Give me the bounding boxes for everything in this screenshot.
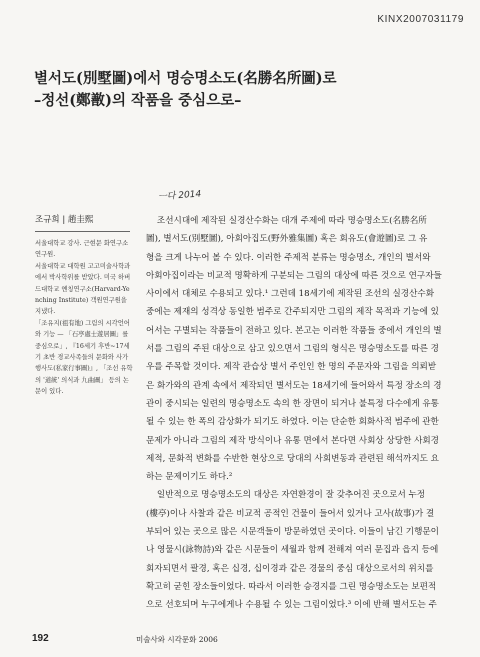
body-line: 회자되면서 팔경, 혹은 십경, 십이경과 같은 경물의 중심 대상으로서의 위치를 (146, 563, 434, 574)
body-line: 하는 문제이기도 하다.² (146, 472, 233, 483)
body-line: 사이에서 대체로 수용되고 있다.¹ 그런데 18세기에 제작된 조선의 실경산수화 (146, 289, 435, 300)
body-line: 서를 그림의 주된 대상으로 삼고 있으면서 그림의 형식은 명승명소도를 따른 경 (146, 344, 439, 355)
page-number: 192 (32, 633, 49, 644)
body-line: 제적, 문화적 변화를 수반한 현상으로 당대의 사회변동과 관련된 해석까지도 요 (146, 453, 439, 464)
body-line: 문제가 아니라 그림의 제작 방식이나 유통 면에서 본다면 사회상 상당한 사회경 (146, 435, 439, 446)
page-footer (32, 633, 452, 644)
body-line: 조선시대에 제작된 실경산수화는 대개 주제에 따라 명승명소도(名勝名所 (146, 216, 427, 226)
body-line: 어서는 구별되는 작품들이 전하고 있다. 본고는 이러한 작품들 중에서 개인의 별 (146, 325, 442, 336)
document-id: KINX2007031179 (377, 14, 464, 25)
body-line: 圖), 별서도(別墅圖), 아회아집도(野外雅集圖) 혹은 회유도(會遊圖)로 그 유 (146, 234, 428, 245)
title-line-2: –정선(鄭敾)의 작품을 중심으로– (34, 92, 242, 109)
body-line: 확고히 굳힌 장소들이었다. 따라서 이러한 승경지를 그린 명승명소도는 보편적 (146, 581, 437, 592)
body-line: 나 영물시(詠物詩)와 같은 시문들이 세월과 함께 전해져 여러 문집과 읍지 등에 (146, 545, 439, 556)
body-line: 으로 선호되며 누구에게나 수용될 수 있는 그림이었다.³ 이에 반해 별서도는 주 (146, 600, 437, 611)
body-line: 은 화가와의 관계 속에서 제작되던 별서도는 18세기에 들어와서 특정 장소의 경 (146, 380, 442, 391)
body-line: 아회아집이라는 비교적 명확하게 구분되는 그림의 대상에 따른 것으로 연구자들 (146, 270, 442, 281)
journal-name: 미술사와 시각문화 2006 (136, 635, 218, 644)
body-line: 부되어 있는 곳으로 많은 시문객들이 방문하였던 곳이다. 이들이 남긴 기행문이 (146, 527, 439, 538)
author-bio: 서울대학교 강사. 근현문 화연구소 연구원. 서울대학교 대학원 고고미술사학과에서 박사학위를 받았다. 미국 하버드대학교 옌칭연구소(Harvard-Yenching Institute) 객원연구원을 지냈다. 「조유지(祖有地) 그림의 시각언어와 기능 — 「石亭處士遊居圖」를 중심으로」, 『16세기 후반~17세기 초반 경교사족들의 문화와 사가행사도(私家行事圖)』, 「조선 유학의 '道統' 의식과 九曲圖」 등의 논문이 있다. (35, 240, 133, 396)
body-line: 우를 주목할 것이다. 제작 관습상 별서 주인인 한 명의 주문자와 그림을 의뢰받 (146, 362, 437, 373)
body-line: (樓亭)이나 사찰과 같은 비교적 공적인 건물이 들어서 있거나 고사(故事)가 결 (146, 508, 435, 519)
body-line: 중에는 제재의 성격상 동일한 범주로 간주되지만 그림의 제작 목적과 기능에 있 (146, 307, 439, 318)
body-line: 관이 중시되는 일련의 명승명소도 속의 한 장면이 되거나 불특정 다수에게 유통 (146, 398, 439, 409)
body-text (146, 212, 456, 615)
article-title (34, 68, 454, 112)
handwritten-mark: ㅡ다 2014 (157, 189, 202, 203)
author-divider (35, 231, 130, 232)
author-name: 조규희 | 趙圭熙 (35, 215, 94, 225)
body-line: 될 수 있는 한 폭의 감상화가 되기도 하였다. 이는 단순한 회화사적 범주에 관한 (146, 417, 439, 428)
body-line: 일반적으로 명승명소도의 대상은 자연환경이 잘 갖추어진 곳으로서 누정 (146, 490, 426, 501)
title-line-1: 별서도(別墅圖)에서 명승명소도(名勝名所圖)로 (34, 70, 337, 87)
body-line: 형을 크게 나누어 볼 수 있다. 이러한 주제적 분류는 명승명소, 개인의 별서와 (146, 252, 431, 263)
